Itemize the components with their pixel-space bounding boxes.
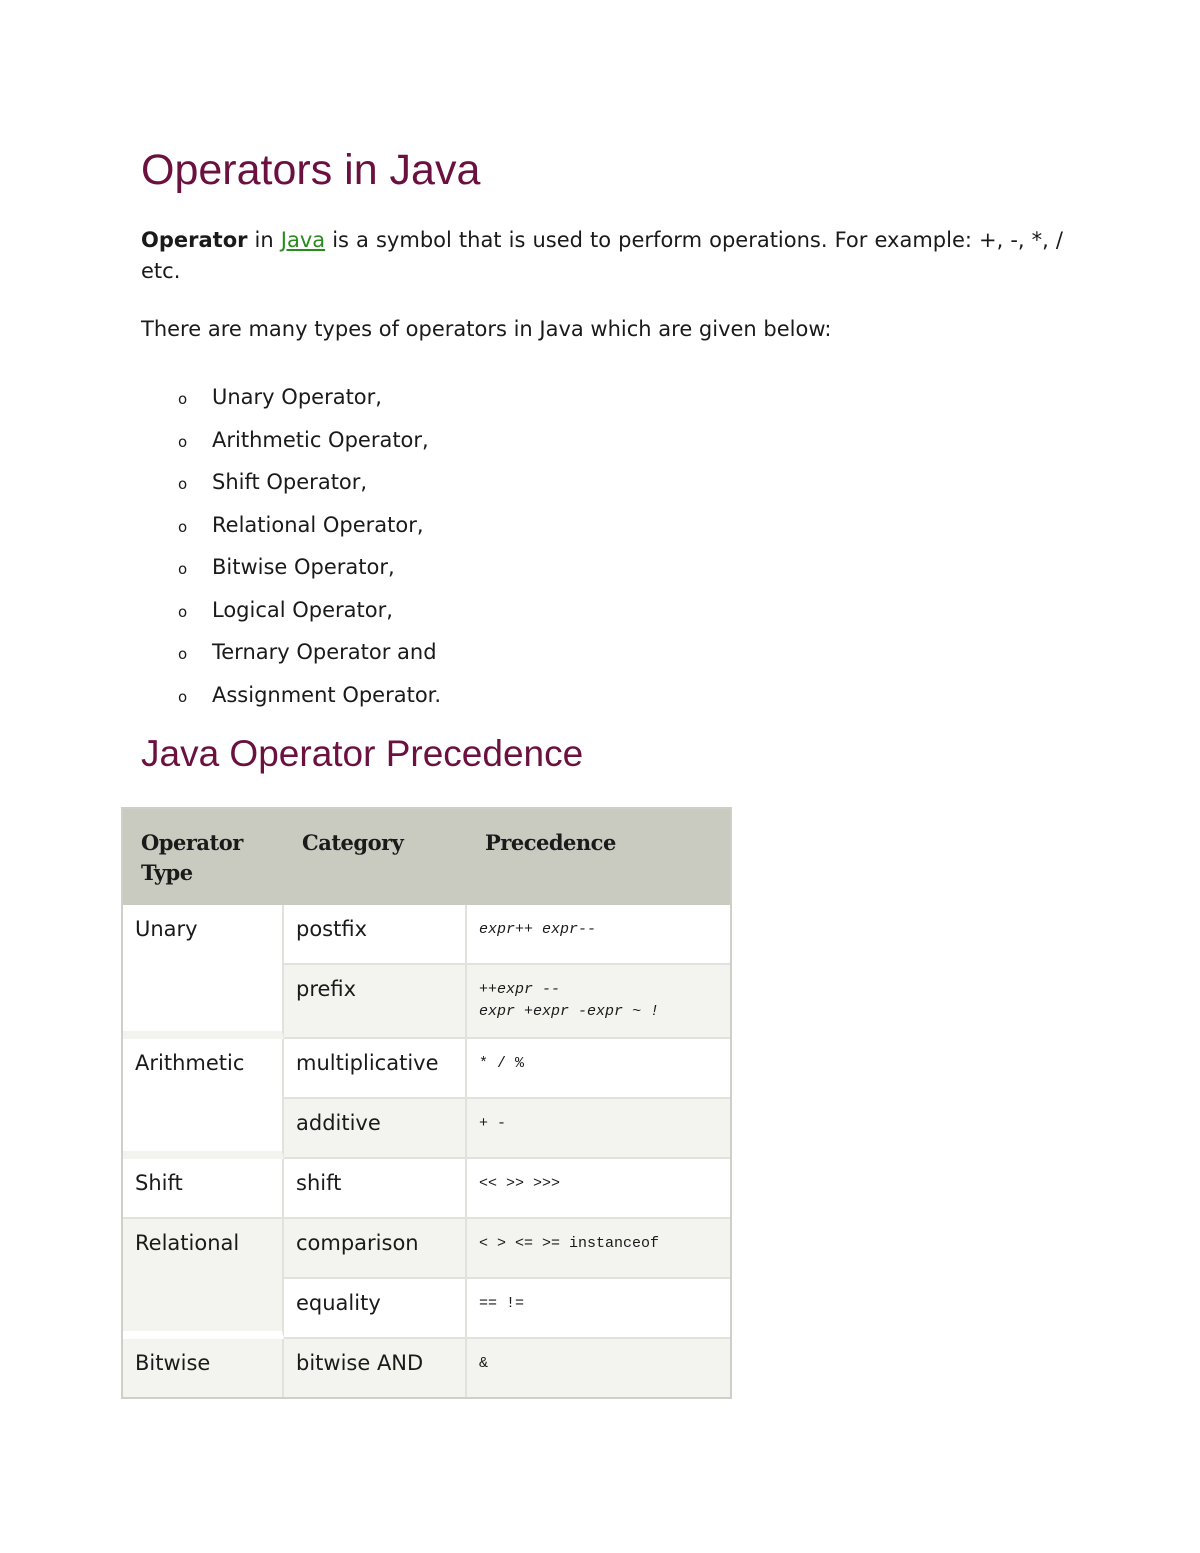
intro-bold-term: Operator: [141, 228, 248, 252]
precedence-cell: < > <= >= instanceof: [467, 1219, 730, 1279]
list-item-label: Arithmetic Operator,: [212, 427, 429, 452]
header-operator-type: Operator Type: [123, 809, 284, 905]
section-heading: Java Operator Precedence: [141, 733, 584, 774]
java-link[interactable]: Java: [280, 228, 326, 252]
list-item: [141, 550, 441, 593]
bullet-icon: o: [178, 432, 188, 451]
operator-type-cell: Unary: [123, 905, 284, 1039]
bullet-icon: o: [178, 645, 188, 663]
operator-type-cell: Arithmetic: [123, 1039, 284, 1159]
precedence-value-line-1: ++expr --: [479, 981, 561, 998]
category-cell: shift: [284, 1159, 467, 1219]
operator-type-cell: Relational: [123, 1219, 284, 1339]
category-cell: equality: [284, 1279, 467, 1339]
list-item: [141, 423, 441, 466]
operator-types-list: [141, 380, 441, 720]
list-item: [141, 508, 441, 551]
list-item-label: Assignment Operator.: [212, 682, 442, 707]
table-row: [123, 1219, 730, 1279]
list-item-label: Ternary Operator and: [212, 640, 437, 664]
bullet-icon: o: [178, 475, 188, 493]
page-title: Operators in Java: [141, 146, 481, 194]
table-row: [123, 905, 730, 965]
precedence-cell: [467, 965, 730, 1039]
precedence-cell: &: [467, 1339, 730, 1397]
bullet-icon: o: [178, 517, 188, 536]
table-header-row: [123, 809, 730, 905]
category-cell: prefix: [284, 965, 467, 1039]
bullet-icon: o: [178, 602, 188, 621]
list-item-label: Bitwise Operator,: [212, 555, 395, 579]
precedence-cell: + -: [467, 1099, 730, 1159]
precedence-value: expr++ expr--: [479, 921, 597, 938]
header-category: Category: [284, 809, 467, 905]
category-cell: postfix: [284, 905, 467, 965]
header-precedence: Precedence: [467, 809, 730, 905]
category-cell: additive: [284, 1099, 467, 1159]
intro-text-before-link: in: [247, 228, 281, 252]
list-item: [141, 593, 441, 636]
precedence-cell: [467, 905, 730, 965]
table-row: [123, 1159, 730, 1219]
intro-paragraph: [141, 225, 1063, 287]
intro-text-after-link: is a symbol that is used to perform operations. For example: +, -, *, / etc.: [141, 228, 1063, 283]
list-item: [141, 380, 441, 423]
precedence-table: [121, 807, 732, 1399]
types-intro-paragraph: There are many types of operators in Java which are given below:: [141, 317, 832, 341]
list-item: [141, 635, 441, 678]
list-item-label: Relational Operator,: [212, 512, 424, 537]
list-item-label: Logical Operator,: [212, 597, 393, 622]
operator-type-cell: Bitwise: [123, 1339, 284, 1397]
list-item: [141, 678, 441, 721]
precedence-value-line-2: expr +expr -expr ~ !: [479, 1003, 660, 1020]
precedence-cell: * / %: [467, 1039, 730, 1099]
category-cell: bitwise AND: [284, 1339, 467, 1397]
category-cell: multiplicative: [284, 1039, 467, 1099]
list-item-label: Shift Operator,: [212, 470, 368, 494]
precedence-cell: << >> >>>: [467, 1159, 730, 1219]
bullet-icon: o: [178, 687, 188, 706]
list-item-label: Unary Operator,: [212, 385, 382, 409]
list-item: [141, 465, 441, 508]
precedence-cell: == !=: [467, 1279, 730, 1339]
operator-type-cell: Shift: [123, 1159, 284, 1219]
table-row: [123, 1039, 730, 1099]
bullet-icon: o: [178, 560, 188, 578]
table-row: [123, 1339, 730, 1397]
bullet-icon: o: [178, 390, 188, 408]
category-cell: comparison: [284, 1219, 467, 1279]
